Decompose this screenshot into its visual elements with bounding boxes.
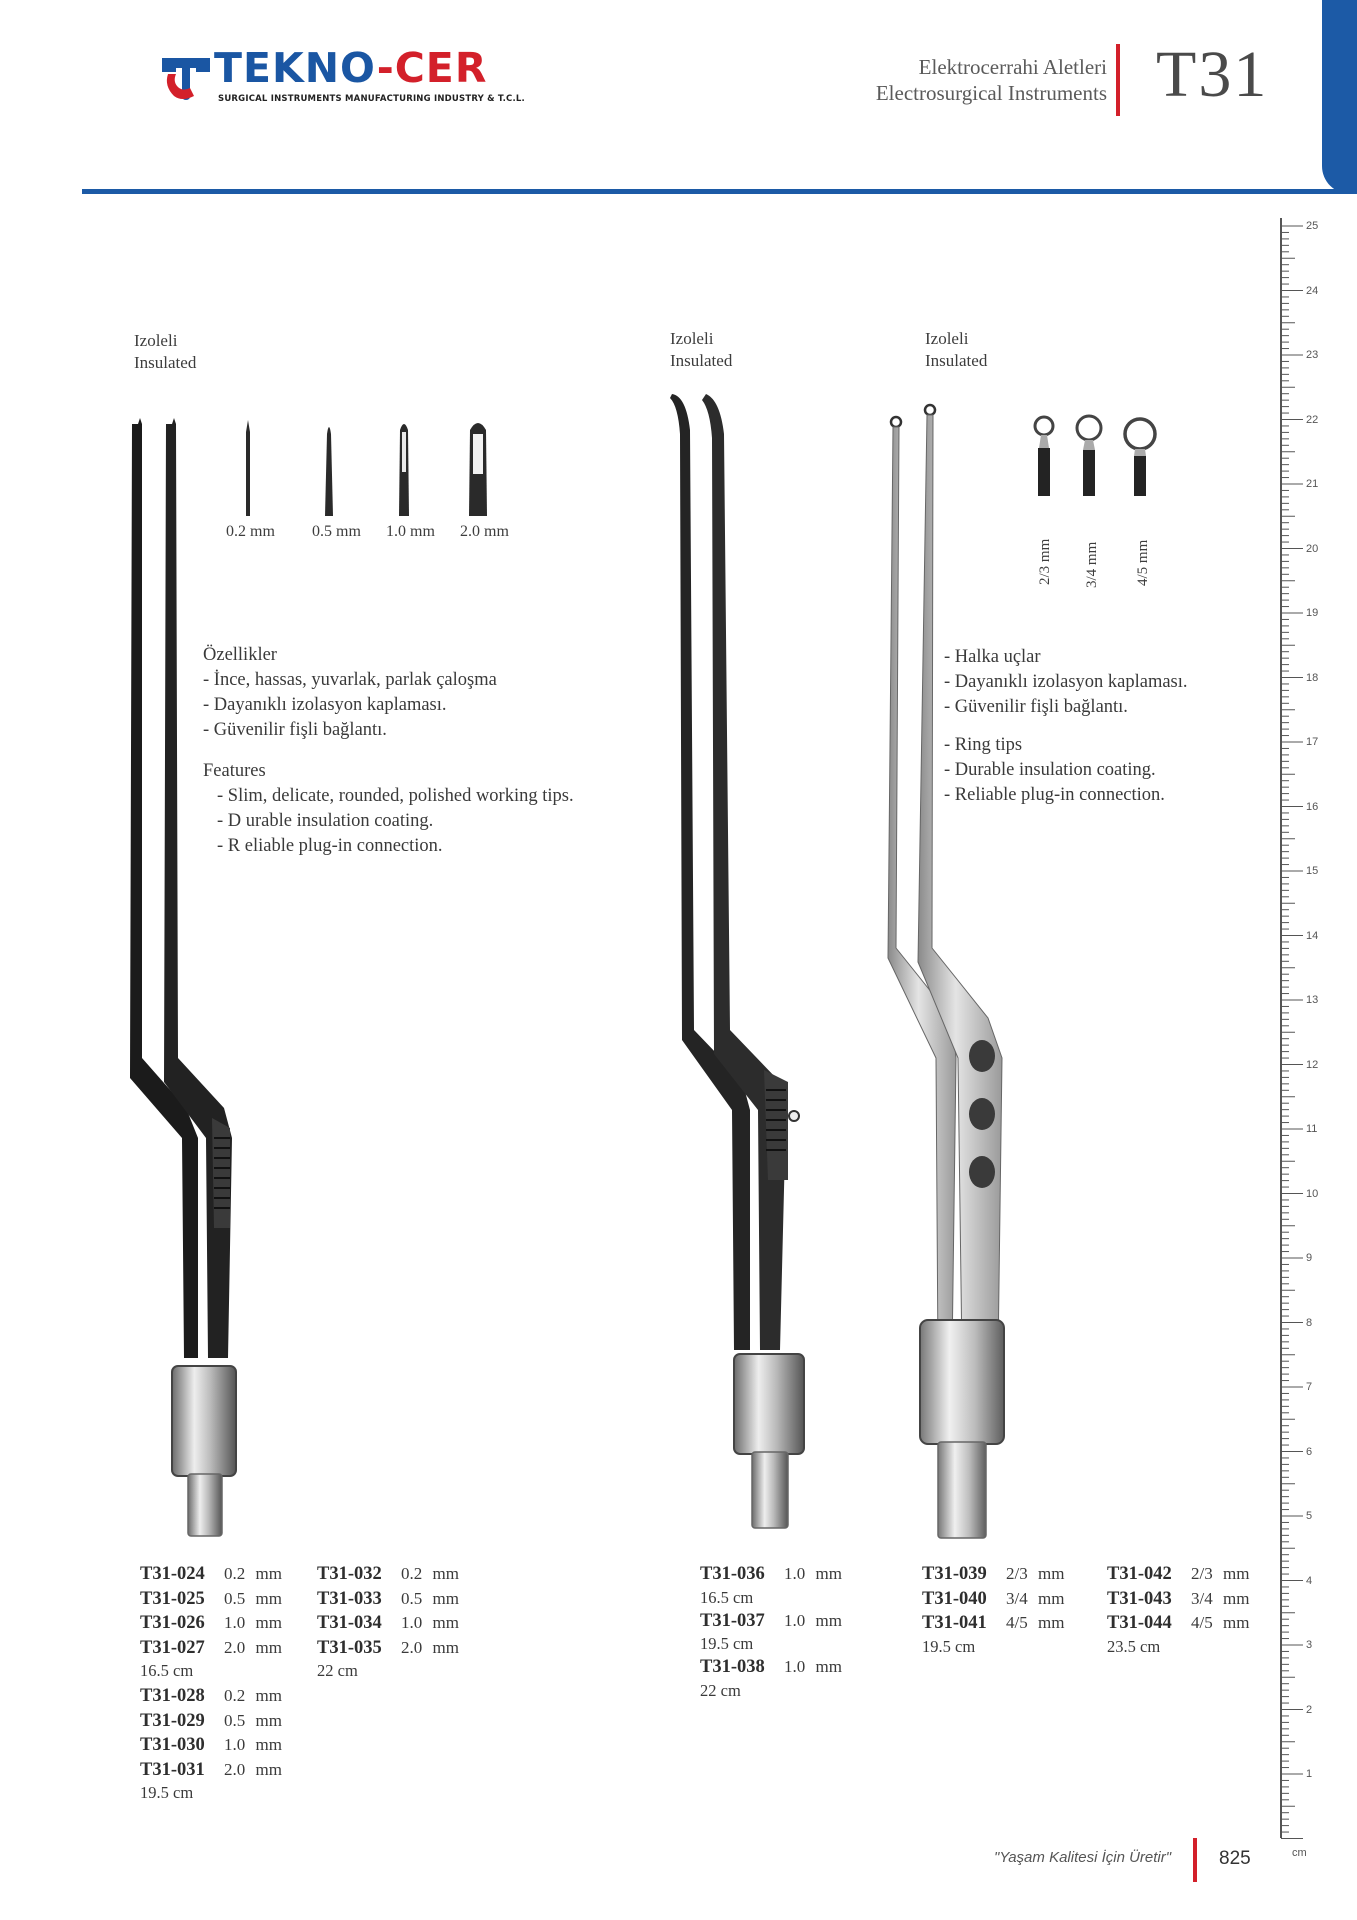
code-row bbox=[140, 1636, 282, 1661]
feature-en-1: - Slim, delicate, rounded, polished working tips. bbox=[217, 786, 574, 806]
product-size: 1.0 mm bbox=[224, 1735, 282, 1754]
product-size: 0.2 mm bbox=[224, 1564, 282, 1583]
product-code: T31-029 bbox=[140, 1710, 205, 1731]
feature-tr-1: - İnce, hassas, yuvarlak, parlak çaloşma bbox=[203, 670, 497, 690]
group2-codes bbox=[700, 1562, 842, 1702]
code-row bbox=[700, 1655, 842, 1680]
group2-label bbox=[670, 328, 732, 372]
code-row bbox=[1107, 1587, 1249, 1612]
footer-divider bbox=[1193, 1838, 1197, 1882]
feature-tr-3: - Güvenilir fişli bağlantı. bbox=[203, 720, 387, 740]
header-divider bbox=[1116, 44, 1120, 116]
product-size: 4/5 mm bbox=[1006, 1613, 1065, 1632]
brand-name: TEKNO-CER bbox=[214, 44, 488, 92]
code-row bbox=[922, 1562, 1064, 1587]
product-length: 16.5 cm bbox=[700, 1587, 754, 1607]
product-code: T31-037 bbox=[700, 1610, 765, 1631]
feature-tr-2: - Dayanıklı izolasyon kaplaması. bbox=[203, 695, 447, 715]
group2-label-en: Insulated bbox=[670, 351, 733, 370]
corner-tab bbox=[1322, 0, 1357, 194]
tip-sizes-illustration bbox=[236, 420, 516, 520]
ruler-label: 19 bbox=[1306, 607, 1319, 619]
code-row bbox=[140, 1709, 282, 1734]
code-row bbox=[922, 1587, 1064, 1612]
ring-size-1: 2/3 mm bbox=[1037, 538, 1053, 585]
product-code: T31-028 bbox=[140, 1686, 205, 1706]
product-code: T31-041 bbox=[922, 1613, 987, 1633]
code-row bbox=[317, 1636, 459, 1661]
ruler-label: 11 bbox=[1306, 1123, 1318, 1135]
group3-label bbox=[925, 328, 987, 372]
product-code: T31-034 bbox=[317, 1613, 382, 1633]
slogan: "Yaşam Kalitesi İçin Üretir" bbox=[994, 1849, 1172, 1866]
ruler-label: 4 bbox=[1306, 1574, 1313, 1587]
code-row bbox=[700, 1609, 842, 1634]
code-row bbox=[140, 1733, 282, 1758]
group1-codes-c bbox=[317, 1562, 459, 1682]
ruler-label: 18 bbox=[1306, 671, 1319, 684]
features-en bbox=[203, 759, 574, 859]
product-size: 1.0 mm bbox=[224, 1613, 282, 1632]
ruler-label: 7 bbox=[1306, 1381, 1313, 1393]
product-code: T31-027 bbox=[140, 1637, 205, 1658]
ruler-label: 1 bbox=[1306, 1768, 1313, 1780]
group2-label-tr: Izoleli bbox=[670, 329, 714, 348]
product-size: 1.0 mm bbox=[784, 1610, 842, 1630]
code-row bbox=[140, 1587, 282, 1612]
feature-tr-1: - Halka uçlar bbox=[944, 647, 1041, 667]
product-size: 0.5 mm bbox=[224, 1710, 282, 1730]
ruler-label: 14 bbox=[1306, 929, 1319, 942]
bayonet-forceps-illustration bbox=[120, 418, 250, 1538]
ruler-label: 21 bbox=[1306, 478, 1319, 490]
group3-label-en: Insulated bbox=[925, 351, 988, 370]
tip-size-3: 1.0 mm bbox=[386, 523, 435, 540]
ruler-label: 9 bbox=[1306, 1252, 1313, 1264]
brand-subtitle: SURGICAL INSTRUMENTS MANUFACTURING INDUSTRY & T.C.L. bbox=[218, 94, 525, 104]
code-row bbox=[140, 1562, 282, 1587]
product-size: 2.0 mm bbox=[224, 1637, 282, 1657]
product-size: 0.5 mm bbox=[224, 1588, 282, 1608]
ring-tip-forceps-illustration bbox=[866, 398, 1022, 1540]
code-row bbox=[922, 1611, 1064, 1636]
product-code: T31-043 bbox=[1107, 1588, 1172, 1609]
product-length: 22 cm bbox=[317, 1661, 358, 1680]
product-code: T31-038 bbox=[700, 1657, 765, 1677]
group3-features-en bbox=[944, 733, 1165, 808]
product-size: 1.0 mm bbox=[784, 1564, 842, 1583]
features-tr-heading: Özellikler bbox=[203, 645, 277, 665]
ruler-label: 5 bbox=[1306, 1510, 1313, 1522]
header-rule bbox=[82, 189, 1357, 194]
ruler-label: 25 bbox=[1306, 220, 1319, 232]
group1-label bbox=[134, 330, 196, 374]
feature-en-3: - R eliable plug-in connection. bbox=[217, 836, 443, 856]
section-code: T31 bbox=[1156, 38, 1269, 111]
ruler-label: 15 bbox=[1306, 865, 1319, 877]
code-row bbox=[1107, 1562, 1249, 1587]
code-row bbox=[317, 1611, 459, 1636]
group3-codes-a bbox=[922, 1562, 1064, 1658]
product-code: T31-036 bbox=[700, 1564, 765, 1584]
category-title bbox=[876, 54, 1107, 106]
ruler-label: 22 bbox=[1306, 413, 1319, 426]
tip-size-1: 0.2 mm bbox=[226, 523, 275, 540]
ring-size-3: 4/5 mm bbox=[1135, 539, 1151, 586]
product-size: 2/3 mm bbox=[1006, 1564, 1065, 1583]
code-row bbox=[700, 1562, 842, 1587]
product-code: T31-039 bbox=[922, 1564, 987, 1584]
features-en-heading: Features bbox=[203, 761, 266, 781]
product-size: 1.0 mm bbox=[401, 1613, 459, 1632]
ruler-label: 16 bbox=[1306, 800, 1319, 813]
ruler-label: 3 bbox=[1306, 1639, 1313, 1651]
features-tr bbox=[203, 643, 497, 743]
ruler-label: 12 bbox=[1306, 1058, 1319, 1071]
product-code: T31-040 bbox=[922, 1588, 987, 1609]
group1-label-tr: Izoleli bbox=[134, 331, 178, 350]
product-length: 19.5 cm bbox=[922, 1636, 976, 1656]
feature-en-3: - Reliable plug-in connection. bbox=[944, 785, 1165, 805]
product-code: T31-031 bbox=[140, 1759, 205, 1780]
product-length: 19.5 cm bbox=[140, 1783, 194, 1802]
ruler-label: 10 bbox=[1306, 1187, 1319, 1200]
product-size: 2/3 mm bbox=[1191, 1564, 1250, 1583]
ruler-unit: cm bbox=[1292, 1846, 1307, 1859]
feature-en-2: - D urable insulation coating. bbox=[217, 811, 434, 831]
product-size: 0.2 mm bbox=[224, 1686, 282, 1705]
product-size: 2.0 mm bbox=[224, 1759, 282, 1779]
ruler-label: 23 bbox=[1306, 349, 1319, 361]
group3-features-tr bbox=[944, 645, 1188, 720]
ruler-label: 8 bbox=[1306, 1316, 1313, 1329]
ruler-label: 20 bbox=[1306, 542, 1319, 555]
ruler-label: 17 bbox=[1306, 736, 1319, 748]
product-code: T31-035 bbox=[317, 1637, 382, 1658]
product-size: 1.0 mm bbox=[784, 1657, 842, 1676]
product-code: T31-032 bbox=[317, 1564, 382, 1584]
product-code: T31-030 bbox=[140, 1735, 205, 1755]
product-length: 19.5 cm bbox=[700, 1634, 754, 1653]
product-code: T31-026 bbox=[140, 1613, 205, 1633]
product-code: T31-042 bbox=[1107, 1564, 1172, 1584]
ruler-label: 13 bbox=[1306, 994, 1319, 1006]
feature-en-1: - Ring tips bbox=[944, 735, 1023, 755]
group1-codes-a bbox=[140, 1562, 282, 1804]
code-row bbox=[140, 1684, 282, 1709]
cm-ruler bbox=[1280, 218, 1340, 1859]
ring-tips-illustration bbox=[1024, 408, 1164, 500]
group3-codes-b bbox=[1107, 1562, 1249, 1658]
product-size: 0.5 mm bbox=[401, 1588, 459, 1608]
code-row bbox=[1107, 1611, 1249, 1636]
category-title-tr: Elektrocerrahi Aletleri bbox=[918, 55, 1107, 79]
product-code: T31-024 bbox=[140, 1564, 205, 1584]
product-size: 4/5 mm bbox=[1191, 1613, 1250, 1632]
ring-size-2: 3/4 mm bbox=[1084, 541, 1100, 588]
code-row bbox=[317, 1562, 459, 1587]
curved-bayonet-forceps-illustration bbox=[668, 390, 818, 1540]
category-title-en: Electrosurgical Instruments bbox=[875, 81, 1107, 105]
feature-tr-3: - Güvenilir fişli bağlantı. bbox=[944, 697, 1128, 717]
code-row bbox=[317, 1587, 459, 1612]
product-length: 16.5 cm bbox=[140, 1661, 194, 1680]
product-code: T31-044 bbox=[1107, 1613, 1172, 1633]
product-code: T31-025 bbox=[140, 1588, 205, 1609]
ruler-label: 24 bbox=[1306, 284, 1319, 297]
group1-label-en: Insulated bbox=[134, 353, 197, 372]
product-length: 23.5 cm bbox=[1107, 1636, 1161, 1656]
product-length: 22 cm bbox=[700, 1680, 741, 1700]
tekno-cer-logo-icon bbox=[160, 56, 212, 102]
code-row bbox=[140, 1758, 282, 1783]
feature-tr-2: - Dayanıklı izolasyon kaplaması. bbox=[944, 672, 1188, 692]
code-row bbox=[140, 1611, 282, 1636]
group3-label-tr: Izoleli bbox=[925, 329, 969, 348]
tip-size-4: 2.0 mm bbox=[460, 523, 509, 540]
product-size: 2.0 mm bbox=[401, 1637, 459, 1657]
feature-en-2: - Durable insulation coating. bbox=[944, 760, 1156, 780]
product-size: 3/4 mm bbox=[1006, 1588, 1065, 1608]
page-number: 825 bbox=[1219, 1848, 1251, 1869]
product-size: 3/4 mm bbox=[1191, 1588, 1250, 1608]
ruler-label: 2 bbox=[1306, 1703, 1313, 1716]
product-size: 0.2 mm bbox=[401, 1564, 459, 1583]
ruler-label: 6 bbox=[1306, 1445, 1313, 1458]
tip-size-2: 0.5 mm bbox=[312, 523, 361, 540]
product-code: T31-033 bbox=[317, 1588, 382, 1609]
